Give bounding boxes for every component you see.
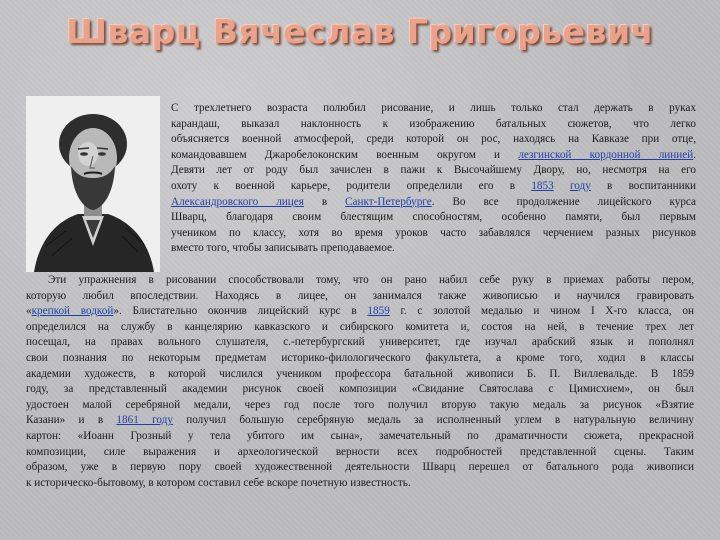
main-paragraph — [26, 273, 694, 491]
text-line: С трехлетнего возраста полюбил рисование, и лишь только стал держать в руках — [171, 102, 696, 114]
link-etching[interactable]: крепкой водкой — [31, 305, 114, 318]
text-run: в — [303, 195, 346, 208]
portrait-icon — [26, 96, 160, 272]
text-run — [554, 180, 570, 192]
text-line: учеником по классу, хотя во время уроков часто забавлялся черчением разных рисунков — [171, 226, 696, 239]
text-line: академии художеств, в которой числился учеником профессора батальной живописи Б. П. Виллевальде. В 1859 — [26, 367, 694, 380]
link-1859[interactable]: 1859 — [367, 305, 390, 318]
text-line — [171, 179, 696, 195]
text-run: . Во все продолжение лицейского курса — [431, 195, 696, 208]
text-run: « — [26, 305, 32, 318]
text-line: объясняется военной атмосферой, среди которой он рос, находясь на Кавказе при отце, — [171, 133, 696, 146]
text-run: Казани» и в — [26, 414, 117, 427]
text-line: карандаш, выказал наклонность к изображению батальных сюжетов, что легко — [171, 117, 696, 130]
link-1861-year[interactable]: 1861 году — [116, 414, 173, 427]
text-line: удостоен малой серебряной медали, через год после того получил вторую такую медаль за рисунок «Взятие — [26, 398, 694, 411]
text-line: посещал, на правах вольного слушателя, с.-петербургский университет, где изучал арабский язык и пополнял — [26, 336, 694, 349]
text-run: в воспитанники — [590, 179, 696, 192]
text-line: картон: «Иоанн Грозный у тела убитого им сына», замечательный по драматичности сюжета, прекрасной — [26, 429, 694, 442]
text-line — [171, 195, 696, 211]
portrait-image — [26, 96, 160, 272]
text-run: . — [693, 148, 696, 161]
text-line: которую любил впоследствии. Находясь в лицее, он занимался также живописью и научился гравировать — [26, 289, 694, 302]
text-line: свои познания по некоторым предметам историко-филологического факультета, а кроме того, ходил в классы — [26, 351, 694, 364]
text-line: Шварц, благодаря своим блестящим способностям, особенно памяти, был первым — [171, 211, 696, 224]
text-run: получил большую серебряную медаль за исполненный углем в натуральную величину — [172, 414, 694, 427]
text-run: ». Блистательно окончив лицейский курс в — [113, 305, 368, 318]
text-run: командовавшем Джаробелоконским военным округом и — [171, 148, 519, 161]
page-title: Шварц Вячеслав Григорьевич — [66, 12, 654, 51]
link-lezgin-line[interactable]: лезгинской кордонной линией — [518, 148, 694, 161]
text-line: определился на службу в канцелярию кавказского и сибирского комитета и, состоя на ней, в течение трех лет — [26, 320, 694, 333]
text-line — [171, 148, 696, 164]
text-line: году, за представленный академии рисунок своей композиции «Свидание Святослава с Цимисхием», он был — [26, 383, 694, 396]
text-line: вместо того, чтобы записывать преподаваемое. — [171, 242, 395, 255]
link-year[interactable]: году — [569, 179, 591, 192]
link-1853[interactable]: 1853 — [531, 179, 554, 192]
text-run: г. с золотой медалью и чином I Х-го класса, он — [389, 305, 695, 318]
text-line: образом, уже в первую пору своей художественной деятельности Шварц перешел от батального рода живописи — [26, 461, 694, 474]
link-alexander-lyceum[interactable]: Александровского лицея — [171, 195, 304, 208]
text-line: к историческо-бытовому, в котором составил себе вскоре почетную известность. — [26, 476, 411, 489]
text-line — [26, 304, 694, 320]
text-run: охоту к военной карьере, родители определили его в — [171, 179, 532, 192]
text-line: композиции, силе выражения и археологической верности всех подробностей представленной сцены. Таким — [26, 445, 694, 458]
text-line: Эти упражнения в рисовании способствовали тому, что он рано набил себе руку в приемах работы пером, — [48, 274, 694, 286]
text-line: Девяти лет от роду был зачислен в пажи к Высочайшему Двору, но, несмотря на его — [171, 164, 696, 177]
text-line — [26, 413, 694, 429]
link-saint-petersburg[interactable]: Санкт-Петербурге — [345, 195, 432, 208]
intro-paragraph — [171, 101, 696, 257]
